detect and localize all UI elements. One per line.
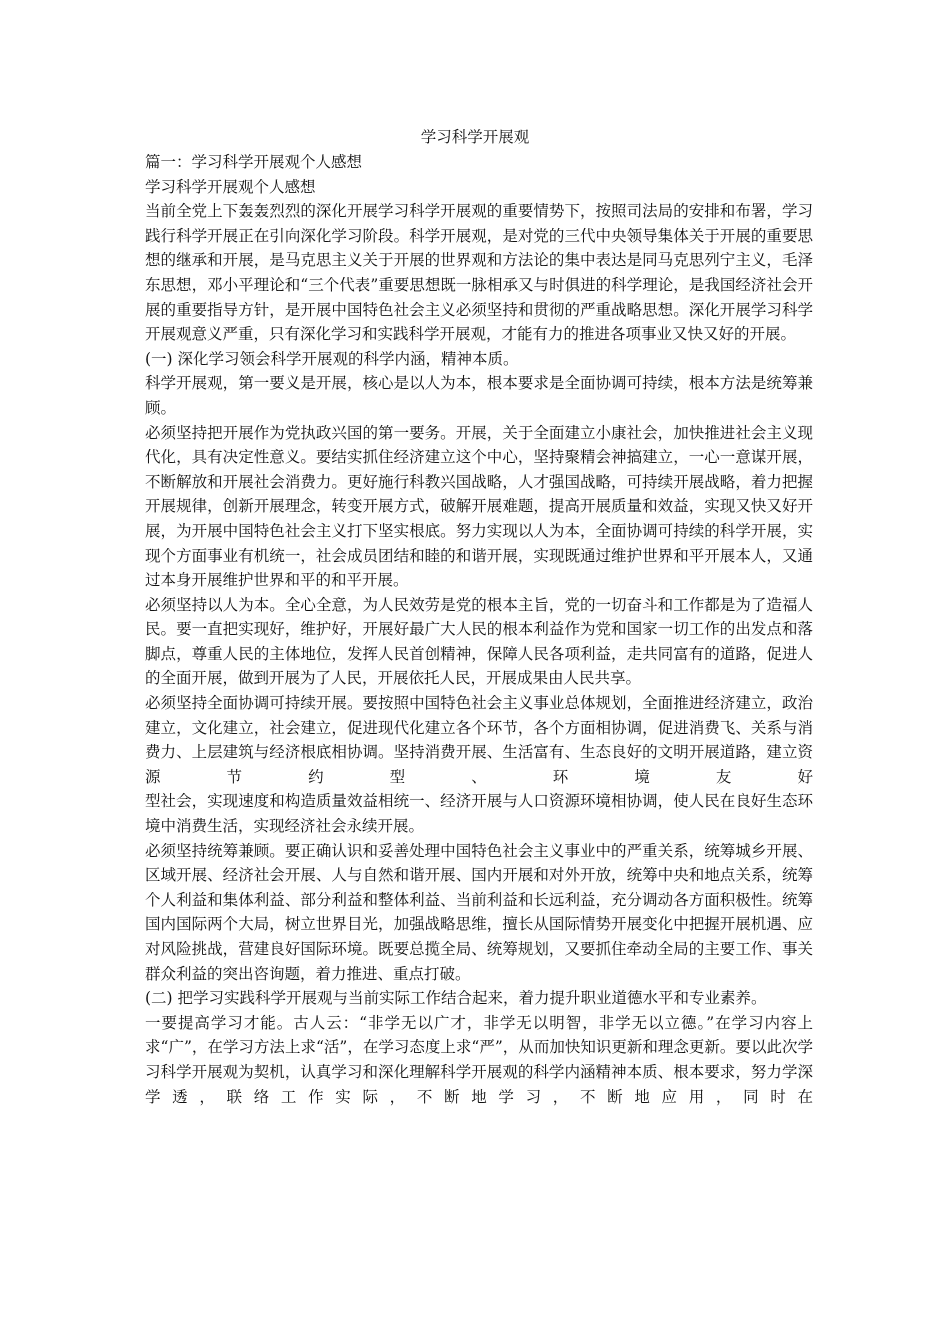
paragraph: 必须坚持以人为本。全心全意，为人民效劳是党的根本主旨，党的一切奋斗和工作都是为了造福人民。要一直把实现好，维护好，开展好最广大人民的根本利益作为党和国家一切工作的出发点和落脚点，尊重人民的主体地位，发挥人民首创精神，保障人民各项利益，走共同富有的道路，促进人的全面开展，做到开展为了人民，开展依托人民，开展成果由人民共享。 <box>145 595 813 688</box>
paragraph: 当前全党上下轰轰烈烈的深化开展学习科学开展观的重要情势下，按照司法局的安排和布署，学习践行科学开展正在引向深化学习阶段。科学开展观，是对党的三代中央领导集体关于开展的重要思想的继承和开展，是马克思主义关于开展的世界观和方法论的集中表达是同马克思列宁主义，毛泽东思想，邓小平理论和“三个代表”重要思想既一脉相承又与时俱进的科学理论，是我国经济社会开展的重要指导方针，是开展中国特色社会主义必须坚持和贯彻的严重战略思想。深化开展学习科学开展观意义严重，只有深化学习和实践科学开展观，才能有力的推进各项事业又快又好的开展。 <box>145 202 813 344</box>
section-heading: 篇一：学习科学开展观个人感想 <box>145 153 363 171</box>
subsection-heading: (二) 把学习实践科学开展观与当前实际工作结合起来，着力提升职业道德水平和专业素养。 <box>145 989 767 1008</box>
document-title: 学习科学开展观 <box>420 128 530 146</box>
paragraph: 型社会，实现速度和构造质量效益相统一、经济开展与人口资源环境相协调，使人民在良好生态环境中消费生活，实现经济社会永续开展。 <box>145 792 813 836</box>
paragraph: 必须坚持全面协调可持续开展。要按照中国特色社会主义事业总体规划，全面推进经济建立，政治建立，文化建立，社会建立，促进现代化建立各个环节，各个方面相协调，促进消费飞、关系与消费力、上层建筑与经济根底相协调。坚持消费开展、生活富有、生态良好的文明开展道路，建立资源节约型、环境友好 <box>145 694 813 786</box>
subsection-heading: (一) 深化学习领会科学开展观的科学内涵，精神本质。 <box>145 349 519 368</box>
paragraph: 必须坚持把开展作为党执政兴国的第一要务。开展，关于全面建立小康社会，加快推进社会主义现代化，具有决定性意义。要结实抓住经济建立这个中心，坚持聚精会神搞建立，一心一意谋开展，不断解放和开展社会消费力。更好施行科教兴国战略，人才强国战略，可持续开展战略，着力把握开展规律，创新开展理念，转变开展方式，破解开展难题，提高开展质量和效益，实现又快又好开展，为开展中国特色社会主义打下坚实根底。努力实现以人为本，全面协调可持续的科学开展，实现个方面事业有机统一，社会成员团结和睦的和谐开展，实现既通过维护世界和平开展本人，又通过本身开展维护世界和平的和平开展。 <box>145 423 813 590</box>
document-body <box>145 150 813 1109</box>
paragraph: 科学开展观，第一要义是开展，核心是以人为本，根本要求是全面协调可持续，根本方法是统筹兼顾。 <box>145 374 813 417</box>
subtitle: 学习科学开展观个人感想 <box>145 177 316 196</box>
paragraph: 必须坚持统筹兼顾。要正确认识和妥善处理中国特色社会主义事业中的严重关系，统筹城乡开展、区域开展、经济社会开展、人与自然和谐开展、国内开展和对外开放，统筹中央和地点关系，统筹个人利益和集体利益、部分利益和整体利益、当前利益和长远利益，充分调动各方面积极性。统筹国内国际两个大局，树立世界目光，加强战略思维，擅长从国际情势开展变化中把握开展机遇、应对风险挑战，营建良好国际环境。既要总揽全局、统筹规划，又要抓住牵动全局的主要工作、事关群众利益的突出咨询题，着力推进、重点打破。 <box>145 841 813 983</box>
paragraph: 一要提高学习才能。古人云：“非学无以广才，非学无以明智，非学无以立德。”在学习内容上求“广”，在学习方法上求“活”，在学习态度上求“严”，从而加快知识更新和理念更新。要以此次学习科学开展观为契机，认真学习和深化理解科学开展观的科学内涵精神本质、根本要求，努力学深学透，联络工作实际，不断地学习，不断地应用，同时在 <box>145 1013 813 1106</box>
